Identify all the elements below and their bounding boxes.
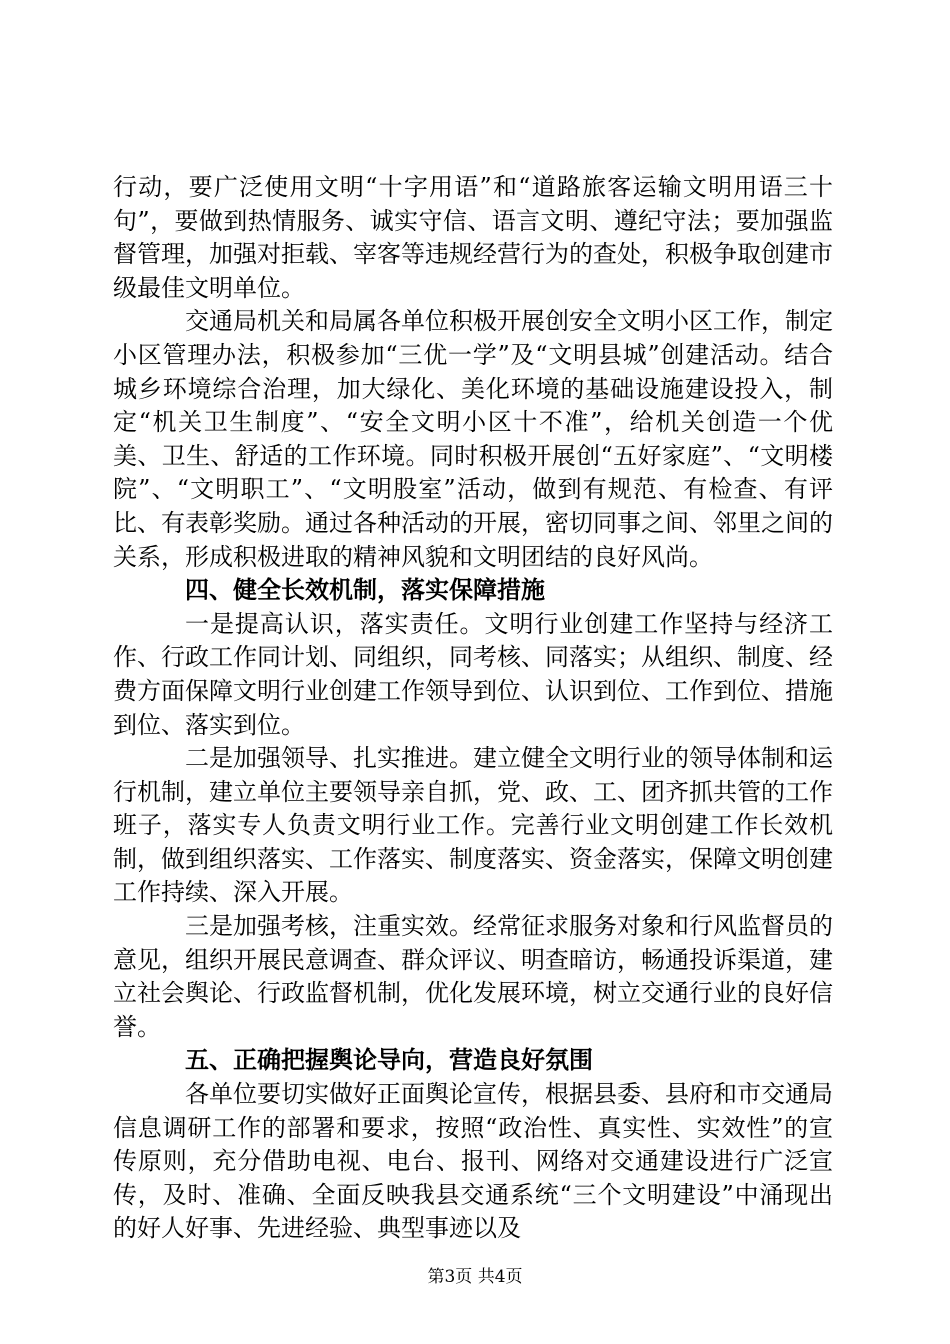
paragraph-5: 三是加强考核，注重实效。经常征求服务对象和行风监督员的意见，组织开展民意调查、群众评议、明查暗访，畅通投诉渠道，建立社会舆论、行政监督机制，优化发展环境，树立交通行业的良好信誉。 <box>113 912 833 1041</box>
paragraph-6: 各单位要切实做好正面舆论宣传，根据县委、县府和市交通局信息调研工作的部署和要求，按照“政治性、真实性、实效性”的宣传原则，充分借助电视、电台、报刊、网络对交通建设进行广泛宣传，及时、准确、全面反映我县交通系统“三个文明建设”中涌现出的好人好事、先进经验、典型事迹以及 <box>113 1080 833 1243</box>
paragraph-3: 一是提高认识，落实责任。文明行业创建工作坚持与经济工作、行政工作同计划、同组织，同考核、同落实；从组织、制度、经费方面保障文明行业创建工作领导到位、认识到位、工作到位、措施到位、落实到位。 <box>113 609 833 739</box>
document-body <box>113 171 833 1246</box>
page-footer: 第3页 共4页 <box>427 1267 523 1287</box>
paragraph-2: 交通局机关和局属各单位积极开展创安全文明小区工作，制定小区管理办法，积极参加“三优一学”及“文明县城”创建活动。结合城乡环境综合治理，加大绿化、美化环境的基础设施建设投入，制定“机关卫生制度”、“安全文明小区十不准”，给机关创造一个优美、卫生、舒适的工作环境。同时积极开展创“五好家庭”、“文明楼院”、“文明职工”、“文明股室”活动，做到有规范、有检查、有评比、有表彰奖励。通过各种活动的开展，密切同事之间、邻里之间的关系，形成积极进取的精神风貌和文明团结的良好风尚。 <box>113 307 833 571</box>
paragraph-4: 二是加强领导、扎实推进。建立健全文明行业的领导体制和运行机制，建立单位主要领导亲自抓，党、政、工、团齐抓共管的工作班子，落实专人负责文明行业工作。完善行业文明创建工作长效机制，做到组织落实、工作落实、制度落实、资金落实，保障文明创建工作持续、深入开展。 <box>113 744 833 907</box>
paragraph-1: 行动，要广泛使用文明“十字用语”和“道路旅客运输文明用语三十句”，要做到热情服务、诚实守信、语言文明、遵纪守法；要加强监督管理，加强对拒载、宰客等违规经营行为的查处，积极争取创建市级最佳文明单位。 <box>113 173 833 302</box>
section-heading-5: 五、正确把握舆论导向，营造良好氛围 <box>185 1046 593 1075</box>
section-heading-4: 四、健全长效机制，落实保障措施 <box>185 576 545 605</box>
